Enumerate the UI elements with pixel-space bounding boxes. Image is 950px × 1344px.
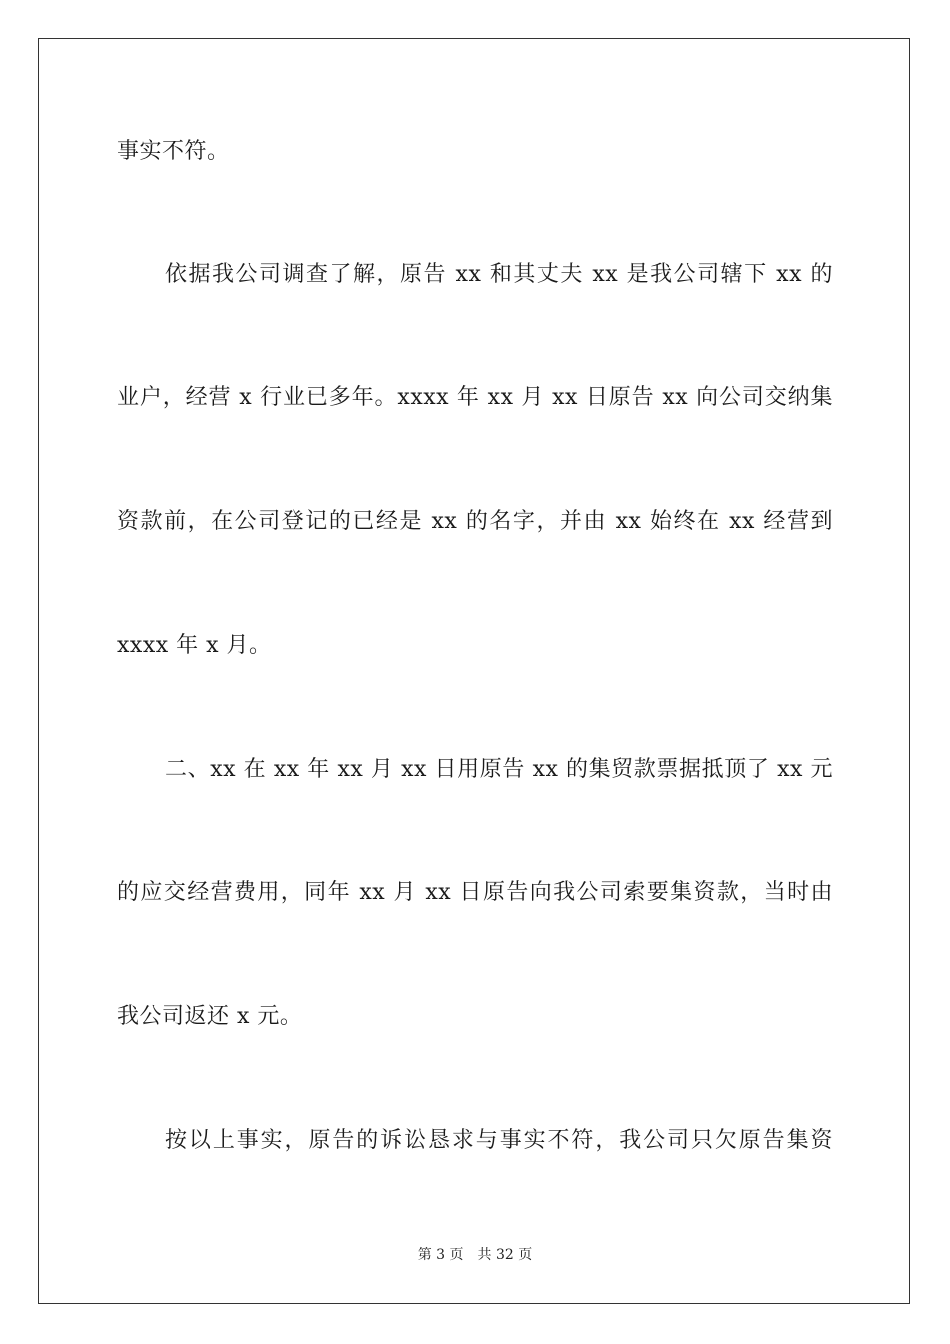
- page-total: 共 32 页: [477, 1247, 533, 1263]
- paragraph-line-3: 业户，经营 x 行业已多年。xxxx 年 xx 月 xx 日原告 xx 向公司交纳集: [117, 385, 833, 410]
- paragraph-line-9: 按以上事实，原告的诉讼恳求与事实不符，我公司只欠原告集资: [165, 1128, 833, 1153]
- paragraph-line-6: 二、xx 在 xx 年 xx 月 xx 日用原告 xx 的集贸款票据抵顶了 xx 元: [165, 757, 833, 782]
- paragraph-line-4: 资款前，在公司登记的已经是 xx 的名字，并由 xx 始终在 xx 经营到: [117, 509, 833, 534]
- paragraph-line-8: 我公司返还 x 元。: [117, 1004, 303, 1029]
- page-footer: [0, 1246, 950, 1264]
- paragraph-line-1: 事实不符。: [117, 139, 230, 164]
- page-border: [38, 38, 910, 1304]
- paragraph-line-7: 的应交经营费用，同年 xx 月 xx 日原告向我公司索要集资款，当时由: [117, 880, 833, 905]
- paragraph-line-5: xxxx 年 x 月。: [117, 633, 272, 658]
- page-number: 第 3 页: [417, 1247, 464, 1263]
- paragraph-line-2: 依据我公司调查了解，原告 xx 和其丈夫 xx 是我公司辖下 xx 的: [165, 262, 833, 287]
